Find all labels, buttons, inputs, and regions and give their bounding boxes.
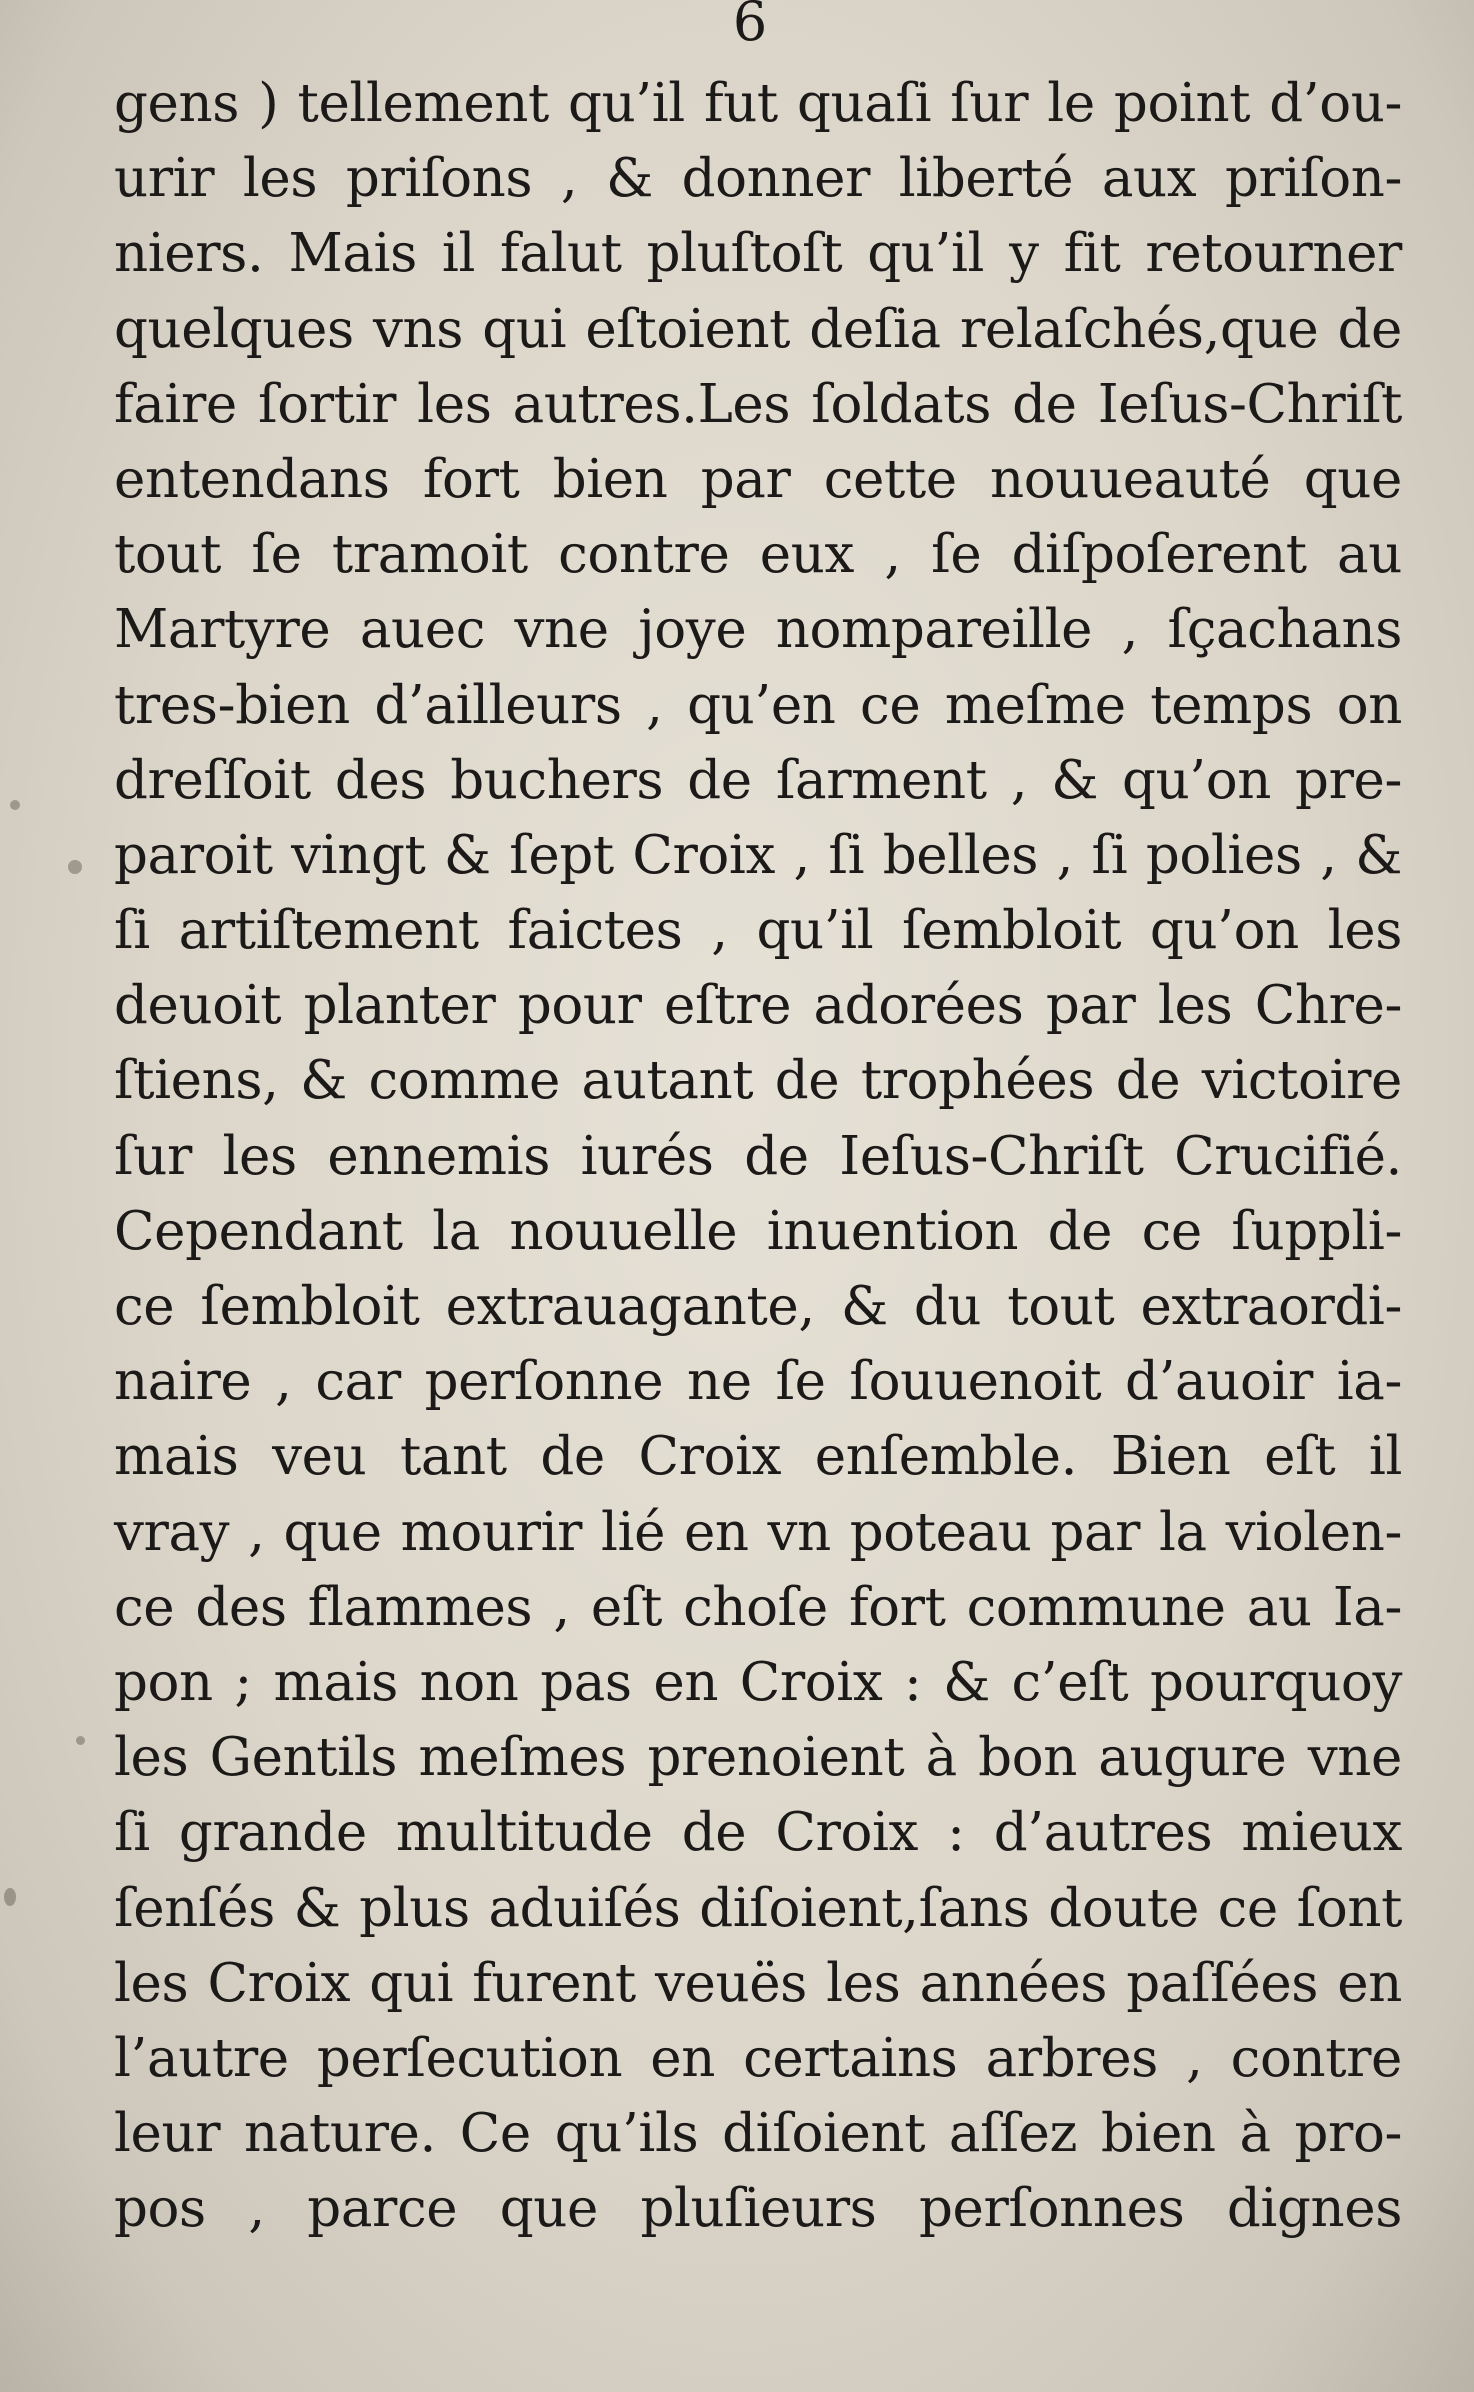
paper-stain	[10, 800, 20, 810]
text-line: leur nature. Ce qu’ils diſoient aſſez bien à pro-	[114, 2103, 1402, 2165]
text-line: Martyre auec vne joye nompareille , ſçachans	[114, 599, 1402, 661]
text-line: ſi artiſtement faictes , qu’il ſembloit qu’on les	[114, 900, 1402, 962]
text-line: les Gentils meſmes prenoient à bon augure vne	[114, 1727, 1402, 1789]
paper-stain	[76, 1736, 85, 1745]
text-line: paroit vingt & ſept Croix , ſi belles , ſi polies , &	[114, 824, 1402, 886]
text-line: niers. Mais il falut pluſtoſt qu’il y fit retourner	[114, 223, 1402, 285]
text-line: urir les priſons , & donner liberté aux priſon-	[114, 148, 1402, 210]
text-line: mais veu tant de Croix enſemble. Bien eſt il	[114, 1426, 1402, 1488]
text-line: ſenſés & plus aduiſés diſoient,ſans doute ce ſont	[114, 1877, 1402, 1939]
text-line: tout ſe tramoit contre eux , ſe diſpoſerent au	[114, 524, 1402, 586]
text-line: naire , car perſonne ne ſe ſouuenoit d’auoir ia-	[114, 1351, 1402, 1413]
text-line: pos , parce que pluſieurs perſonnes dignes	[114, 2178, 1402, 2240]
paper-stain	[4, 1888, 16, 1906]
text-line: dreſſoit des buchers de ſarment , & qu’on pre-	[114, 749, 1402, 811]
text-line: ſi grande multitude de Croix : d’autres mieux	[114, 1802, 1402, 1864]
text-line: les Croix qui furent veuës les années paſſées en	[114, 1952, 1402, 2014]
text-line: ce ſembloit extrauagante, & du tout extraordi-	[114, 1276, 1402, 1337]
body-text	[114, 66, 1402, 2246]
paper-stain	[68, 860, 82, 874]
text-line: faire ſortir les autres.Les ſoldats de Ieſus-Chriſt	[114, 373, 1402, 435]
text-line: entendans fort bien par cette nouueauté que	[114, 448, 1402, 510]
text-line: Cependant la nouuelle inuention de ce ſuppli-	[114, 1200, 1402, 1262]
page-number: 6	[732, 0, 768, 53]
text-line: ſtiens, & comme autant de trophées de victoire	[114, 1050, 1402, 1112]
text-line: ſur les ennemis iurés de Ieſus-Chriſt Crucifié.	[114, 1125, 1402, 1187]
text-line: l’autre perſecution en certains arbres , contre	[114, 2027, 1402, 2089]
text-line: deuoit planter pour eſtre adorées par les Chre-	[114, 975, 1402, 1037]
text-line: ce des flammes , eſt choſe fort commune au Ia-	[114, 1576, 1402, 1638]
text-line: pon ; mais non pas en Croix : & c’eſt pourquoy	[114, 1651, 1402, 1713]
text-line: vray , que mourir lié en vn poteau par la violen-	[114, 1501, 1402, 1563]
text-line: tres-bien d’ailleurs , qu’en ce meſme temps on	[114, 674, 1402, 736]
text-line: quelques vns qui eſtoient deſia relaſchés,que de	[114, 298, 1402, 360]
text-line: gens ) tellement qu’il fut quaſi ſur le point d’ou-	[114, 73, 1402, 134]
